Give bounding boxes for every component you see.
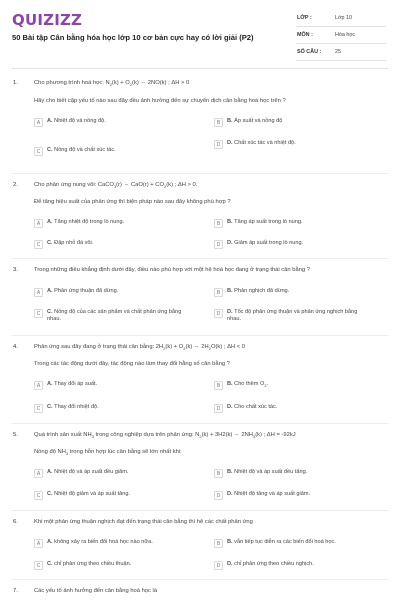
option-text <box>227 561 362 568</box>
option-letter-box[interactable]: B <box>214 469 223 478</box>
answer-option-c[interactable] <box>34 561 182 570</box>
option-letter-box[interactable]: D <box>214 309 223 318</box>
question-number: 4. <box>13 344 18 350</box>
question-number: 2. <box>13 182 18 188</box>
answer-option-a[interactable] <box>34 118 182 127</box>
meta-key: LỚP : <box>297 15 312 21</box>
option-body: Nhiệt độ và áp suất đều giảm. <box>54 469 129 475</box>
option-letter-box[interactable]: C <box>34 561 43 570</box>
answer-option-c[interactable] <box>34 147 182 156</box>
answer-option-b[interactable] <box>214 118 362 127</box>
option-letter-box[interactable]: A <box>34 539 43 548</box>
option-letter-box[interactable]: C <box>34 240 43 249</box>
option-body: Nhiệt độ và nồng độ. <box>54 118 106 124</box>
option-body: Cho thêm $O_2$. <box>234 381 269 389</box>
option-text <box>227 491 362 498</box>
option-letter: C. <box>47 240 55 246</box>
option-text <box>47 469 182 476</box>
question-number: 5. <box>13 432 18 438</box>
answer-option-b[interactable] <box>214 219 362 228</box>
option-body: Tăng áp suất trong lò nung. <box>234 219 303 225</box>
question-subtext: Nồng độ $NH_3$ trong hỗn hợp lúc cân bằng sẽ lớn nhất khi: <box>34 449 182 457</box>
meta-value: Hóa học <box>335 32 356 38</box>
meta-key: MÔN : <box>297 32 313 38</box>
option-letter: D. <box>227 240 235 246</box>
option-letter-box[interactable]: C <box>34 309 43 318</box>
option-body: vẫn tiếp tục diễn ra các biến đổi hoá học. <box>234 539 336 545</box>
answer-option-c[interactable] <box>34 309 182 323</box>
answer-option-d[interactable] <box>214 404 362 413</box>
option-body: chỉ phản ứng theo chiều nghịch. <box>234 561 314 567</box>
option-letter-box[interactable]: D <box>214 561 223 570</box>
answer-option-a[interactable] <box>34 381 182 390</box>
question-divider <box>12 423 388 424</box>
question-subtext: Trong các tác động dưới đây, tác động nào làm thay đổi hằng số cân bằng ? <box>34 361 230 367</box>
question-text: Quá trình sản xuất $NH_3$ trong công nghiệp dựa trên phản ứng: $N_2(k) + 3H2(k)$ ⇔ $2NH_3(k)$ ; ΔH = -92kJ <box>34 432 296 440</box>
option-letter-box[interactable]: B <box>214 381 223 390</box>
meta-key: SỐ CÂU : <box>297 49 322 55</box>
option-text <box>47 147 182 154</box>
question-text: Các yếu tố ảnh hưởng đến cân bằng hoá học là <box>34 588 158 594</box>
option-text <box>227 309 362 323</box>
question-divider <box>12 173 388 174</box>
option-letter: A. <box>47 288 55 294</box>
answer-option-c[interactable] <box>34 491 182 500</box>
question-divider <box>12 579 388 580</box>
question-subtext: Hãy cho biết cặp yếu tố nào sau đây đều ảnh hưởng đến sự chuyển dịch cân bằng hoá học trên ? <box>34 98 286 104</box>
option-letter-box[interactable]: C <box>34 491 43 500</box>
meta-row-question-count <box>296 44 386 61</box>
option-body: Nhiệt độ tăng và áp suất giảm. <box>234 491 311 497</box>
answer-option-d[interactable] <box>214 140 362 149</box>
answer-option-d[interactable] <box>214 561 362 570</box>
option-text <box>227 140 362 147</box>
option-letter-box[interactable]: B <box>214 118 223 127</box>
option-letter: C. <box>47 491 55 497</box>
answer-option-d[interactable] <box>214 309 362 323</box>
option-letter: C. <box>47 309 55 315</box>
option-letter: C. <box>47 404 55 410</box>
quizizz-logo[interactable]: QUIZIZZ <box>12 11 83 29</box>
answer-option-b[interactable] <box>214 288 362 297</box>
option-letter-box[interactable]: B <box>214 219 223 228</box>
option-body: Phản ứng thuận đã dừng. <box>54 288 119 294</box>
option-body: Thay đổi áp suất. <box>54 381 98 387</box>
option-text <box>47 309 182 323</box>
option-text <box>227 404 362 411</box>
option-text <box>47 561 182 568</box>
option-body: Giảm áp suất trong lò nung. <box>234 240 304 246</box>
answer-option-b[interactable] <box>214 469 362 478</box>
question-text: Cho phản ứng nung vôi: CaCO$_3$(r) ⇔ $CaO(r) + CO_2(k)$ ; ΔH > 0. <box>34 182 198 190</box>
option-letter-box[interactable]: D <box>214 240 223 249</box>
answer-option-b[interactable] <box>214 539 362 548</box>
option-letter: A. <box>47 381 55 387</box>
option-letter: A. <box>47 118 55 124</box>
meta-row-grade <box>296 10 386 27</box>
answer-option-a[interactable] <box>34 469 182 478</box>
option-letter: B. <box>227 118 235 124</box>
option-text <box>47 118 182 125</box>
option-letter: D. <box>227 404 235 410</box>
option-letter-box[interactable]: A <box>34 288 43 297</box>
option-text <box>47 240 182 247</box>
question-number: 6. <box>13 519 18 525</box>
option-letter-box[interactable]: C <box>34 147 43 156</box>
option-body: Cho chất xúc tác. <box>234 404 278 410</box>
question-text: Trong những điều khẳng định dưới đây, điều nào phù hợp với một hệ hoá học đang ở trạng thái cân bằng ? <box>34 267 310 273</box>
option-body: Nhiệt độ giảm và áp suất tăng. <box>54 491 131 497</box>
option-letter: B. <box>227 288 235 294</box>
meta-row-subject <box>296 27 386 44</box>
option-body: Nồng độ và chất xúc tác. <box>54 147 116 153</box>
option-body: Thay đổi nhiệt độ. <box>54 404 99 410</box>
option-text <box>47 491 182 498</box>
option-letter: B. <box>227 469 235 475</box>
option-text <box>227 240 362 247</box>
answer-option-a[interactable] <box>34 539 182 548</box>
option-body: chỉ phản ứng theo chiều thuận. <box>54 561 132 567</box>
option-text <box>227 381 362 390</box>
option-letter-box[interactable]: D <box>214 491 223 500</box>
question-subtext: Để tăng hiệu suất của phản ứng thì biện pháp nào sau đây không phù hợp ? <box>34 199 231 205</box>
question-number: 1. <box>13 80 18 86</box>
meta-value: 25 <box>335 49 341 55</box>
option-letter-box[interactable]: B <box>214 539 223 548</box>
header-divider <box>12 68 388 69</box>
option-letter-box[interactable]: A <box>34 118 43 127</box>
option-text <box>227 219 362 226</box>
question-divider <box>12 258 388 259</box>
question-text: Cho phương trình hoá học: $N_2(k) + O_2(k)$ ⇔ 2NO(k) ; ΔH > 0 <box>34 80 190 88</box>
answer-option-a[interactable] <box>34 219 182 228</box>
option-letter: B. <box>227 539 235 545</box>
option-letter-box[interactable]: A <box>34 469 43 478</box>
worksheet-meta <box>296 10 386 61</box>
option-body: Áp suất và nồng độ <box>234 118 283 124</box>
worksheet-title: 50 Bài tập Cân bằng hóa học lớp 10 cơ bản cực hay có lời giải (P2) <box>12 33 254 42</box>
option-body: Tốc độ phản ứng thuận và phản ứng nghịch bằng nhau. <box>227 309 358 322</box>
option-letter: D. <box>227 309 235 315</box>
option-text <box>47 539 182 546</box>
option-text <box>47 219 182 226</box>
question-number: 3. <box>13 267 18 273</box>
question-text: Phản ứng sau đây đang ở trạng thái cân bằng: $2H_2(k) + O_2(k)$ ⇔ $2H_2O(k)$ ; ΔH < 0 <box>34 344 245 352</box>
option-letter: D. <box>227 491 235 497</box>
option-letter: C. <box>47 561 55 567</box>
option-body: Chất xúc tác và nhiệt độ. <box>234 140 296 146</box>
option-text <box>227 469 362 476</box>
option-letter-box[interactable]: D <box>214 404 223 413</box>
option-letter-box[interactable]: A <box>34 219 43 228</box>
question-number: 7. <box>13 588 18 594</box>
option-letter-box[interactable]: A <box>34 381 43 390</box>
question-text: Khi một phản ứng thuận nghịch đạt đến trạng thái cân bằng thì hệ các chất phản ứng <box>34 519 253 525</box>
answer-option-c[interactable] <box>34 404 182 413</box>
option-letter-box[interactable]: C <box>34 404 43 413</box>
option-body: Tăng nhiệt độ trong lò nung. <box>54 219 125 225</box>
option-text <box>47 381 182 388</box>
option-letter: B. <box>227 381 235 387</box>
option-letter: A. <box>47 219 55 225</box>
option-text <box>47 404 182 411</box>
option-letter: B. <box>227 219 235 225</box>
question-divider <box>12 510 388 511</box>
option-body: Đập nhỏ đá vôi. <box>54 240 94 246</box>
answer-option-d[interactable] <box>214 491 362 500</box>
option-letter: D. <box>227 140 235 146</box>
answer-option-a[interactable] <box>34 288 182 297</box>
option-body: Nhiệt độ và áp suất đều tăng. <box>234 469 308 475</box>
question-divider <box>12 335 388 336</box>
option-letter: D. <box>227 561 235 567</box>
option-text <box>227 288 362 295</box>
option-letter-box[interactable]: B <box>214 288 223 297</box>
option-letter: C. <box>47 147 55 153</box>
option-letter: A. <box>47 539 55 545</box>
option-body: không xảy ra biến đổi hoá học nào nữa. <box>54 539 153 545</box>
option-letter-box[interactable]: D <box>214 140 223 149</box>
option-letter: A. <box>47 469 55 475</box>
option-text <box>227 118 362 125</box>
option-body: Nồng độ của các sản phẩm và chất phản ứng bằng nhau. <box>47 309 182 322</box>
option-text <box>227 539 362 546</box>
answer-option-d[interactable] <box>214 240 362 249</box>
option-text <box>47 288 182 295</box>
meta-value: Lớp 10 <box>335 15 353 21</box>
option-body: Phản nghịch đã dừng. <box>234 288 290 294</box>
answer-option-b[interactable] <box>214 381 362 390</box>
answer-option-c[interactable] <box>34 240 182 249</box>
worksheet-header <box>0 0 400 68</box>
